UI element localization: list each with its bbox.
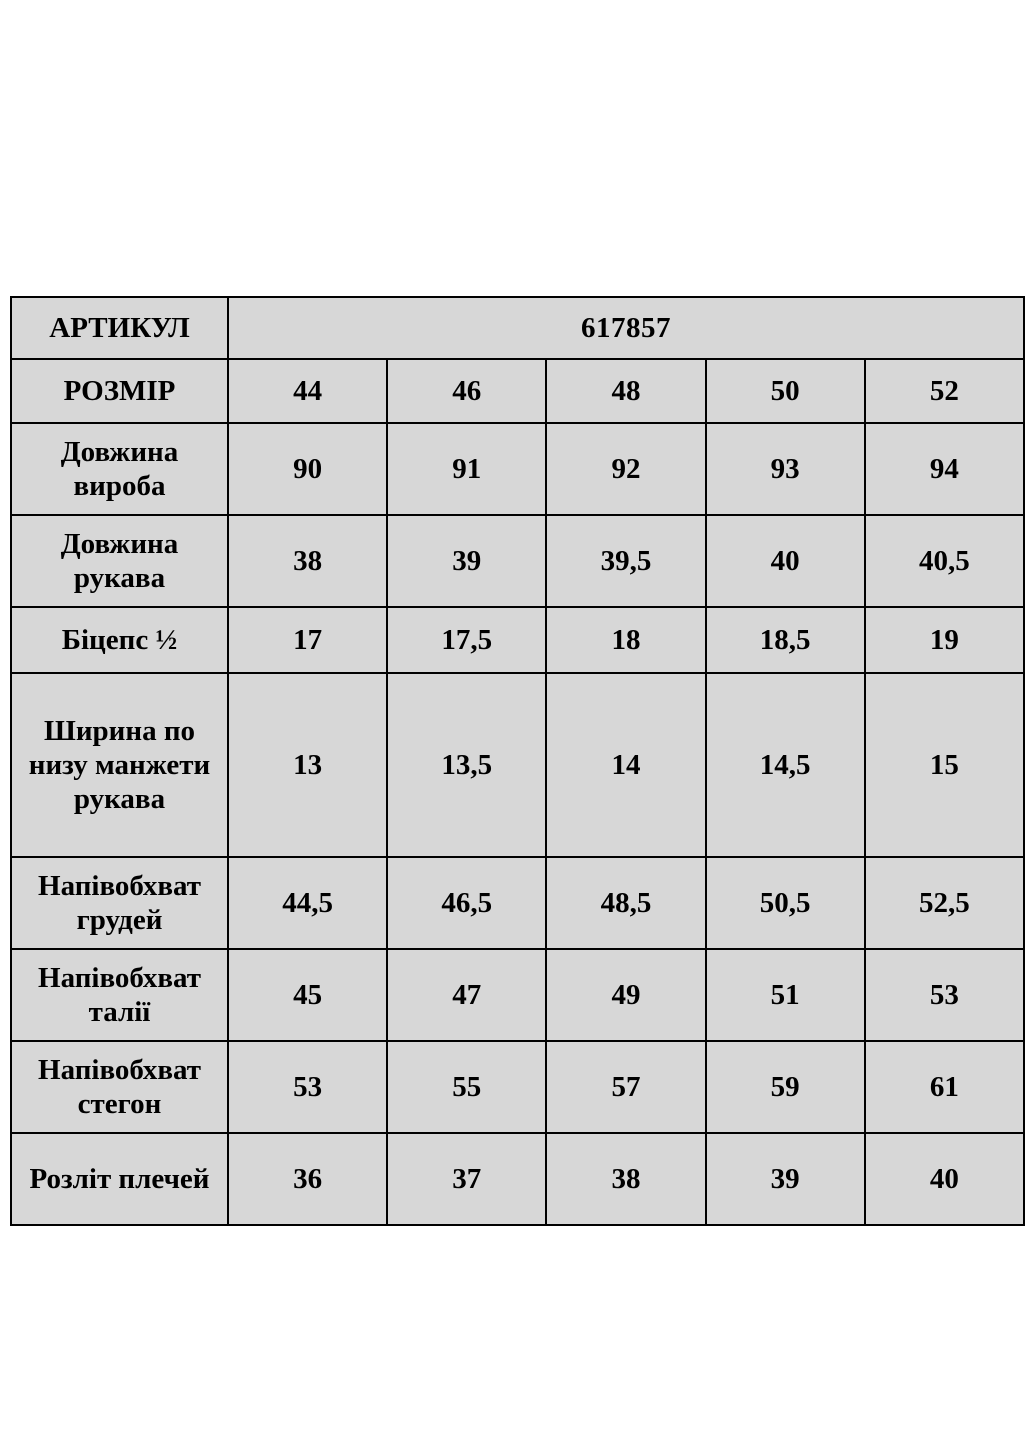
size-value: 44 xyxy=(228,359,387,423)
measurement-value: 46,5 xyxy=(387,857,546,949)
measurement-label: Напівобхват талії xyxy=(11,949,228,1041)
measurement-value: 40 xyxy=(865,1133,1024,1225)
measurement-value: 40,5 xyxy=(865,515,1024,607)
measurement-value: 39 xyxy=(706,1133,865,1225)
measurement-value: 50,5 xyxy=(706,857,865,949)
size-label: РОЗМІР xyxy=(11,359,228,423)
measurement-value: 17,5 xyxy=(387,607,546,673)
measurement-value: 44,5 xyxy=(228,857,387,949)
measurement-value: 59 xyxy=(706,1041,865,1133)
table-row-article xyxy=(11,297,1024,359)
measurement-label: Напівобхват стегон xyxy=(11,1041,228,1133)
table-row xyxy=(11,949,1024,1041)
measurement-label: Довжина вироба xyxy=(11,423,228,515)
measurement-value: 61 xyxy=(865,1041,1024,1133)
size-value: 46 xyxy=(387,359,546,423)
measurement-value: 36 xyxy=(228,1133,387,1225)
table-row xyxy=(11,1041,1024,1133)
measurement-value: 53 xyxy=(865,949,1024,1041)
size-value: 50 xyxy=(706,359,865,423)
measurement-value: 57 xyxy=(546,1041,705,1133)
measurement-label: Напівобхват грудей xyxy=(11,857,228,949)
table-row xyxy=(11,515,1024,607)
measurement-value: 37 xyxy=(387,1133,546,1225)
size-value: 48 xyxy=(546,359,705,423)
measurement-value: 92 xyxy=(546,423,705,515)
article-label: АРТИКУЛ xyxy=(11,297,228,359)
measurement-value: 45 xyxy=(228,949,387,1041)
measurement-value: 13 xyxy=(228,673,387,857)
measurement-value: 14,5 xyxy=(706,673,865,857)
measurement-value: 52,5 xyxy=(865,857,1024,949)
size-value: 52 xyxy=(865,359,1024,423)
measurement-value: 17 xyxy=(228,607,387,673)
table-row xyxy=(11,1133,1024,1225)
measurement-value: 91 xyxy=(387,423,546,515)
measurement-value: 38 xyxy=(228,515,387,607)
measurement-value: 15 xyxy=(865,673,1024,857)
measurement-label: Ширина по низу манжети рукава xyxy=(11,673,228,857)
measurement-value: 48,5 xyxy=(546,857,705,949)
measurement-value: 18 xyxy=(546,607,705,673)
measurement-value: 93 xyxy=(706,423,865,515)
size-chart-container xyxy=(10,296,1025,1226)
measurement-value: 94 xyxy=(865,423,1024,515)
table-row xyxy=(11,857,1024,949)
measurement-value: 40 xyxy=(706,515,865,607)
table-row xyxy=(11,607,1024,673)
measurement-value: 53 xyxy=(228,1041,387,1133)
measurement-label: Довжина рукава xyxy=(11,515,228,607)
measurement-value: 51 xyxy=(706,949,865,1041)
measurement-value: 90 xyxy=(228,423,387,515)
measurement-label: Біцепс ½ xyxy=(11,607,228,673)
measurement-value: 39 xyxy=(387,515,546,607)
article-value: 617857 xyxy=(228,297,1024,359)
table-row xyxy=(11,673,1024,857)
table-row-size xyxy=(11,359,1024,423)
measurement-label: Розліт плечей xyxy=(11,1133,228,1225)
measurement-value: 19 xyxy=(865,607,1024,673)
measurement-value: 18,5 xyxy=(706,607,865,673)
measurement-value: 38 xyxy=(546,1133,705,1225)
table-row xyxy=(11,423,1024,515)
size-chart-table xyxy=(10,296,1025,1226)
measurement-value: 49 xyxy=(546,949,705,1041)
measurement-value: 14 xyxy=(546,673,705,857)
measurement-value: 55 xyxy=(387,1041,546,1133)
measurement-value: 13,5 xyxy=(387,673,546,857)
measurement-value: 39,5 xyxy=(546,515,705,607)
measurement-value: 47 xyxy=(387,949,546,1041)
